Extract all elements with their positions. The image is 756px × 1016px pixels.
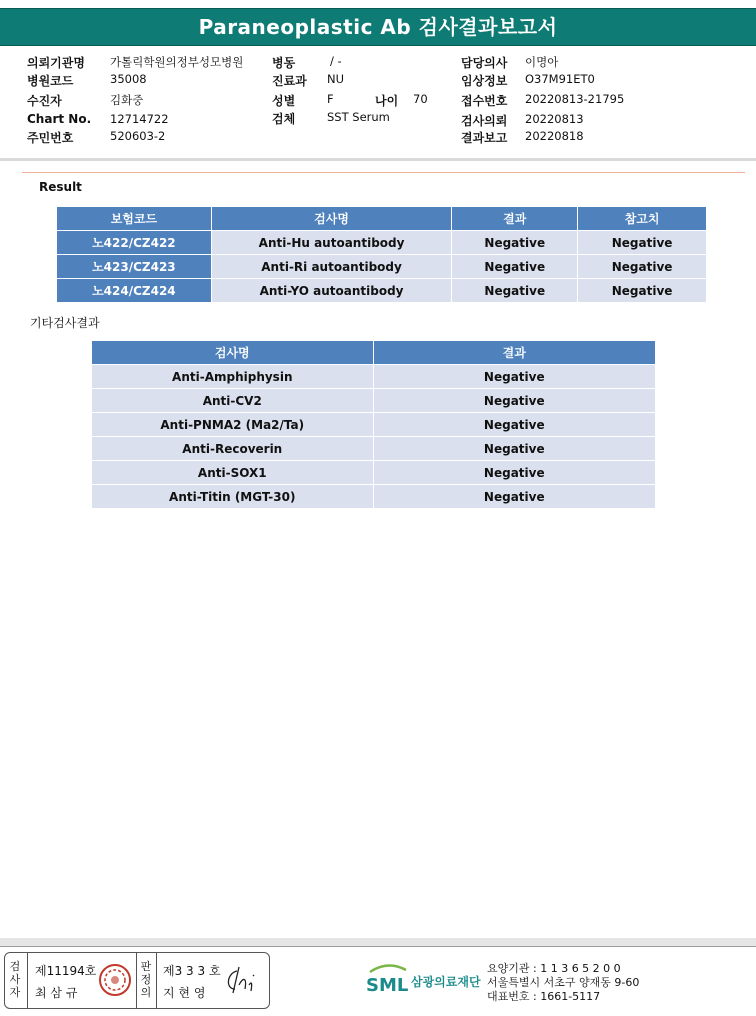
divider — [22, 172, 745, 173]
col-header-ref: 참고치 — [578, 207, 707, 231]
ssn-label: 주민번호 — [27, 131, 74, 145]
test-name: Anti-Titin (MGT-30) — [92, 485, 374, 509]
result-heading: Result — [39, 180, 82, 194]
institution-code: 요양기관 : 1 1 3 6 5 2 0 0 — [487, 962, 621, 975]
insurance-code: 노422/CZ422 — [57, 231, 212, 255]
table-row — [92, 485, 656, 509]
col-header-name: 검사명 — [92, 341, 374, 365]
table-row — [57, 255, 707, 279]
other-table — [91, 340, 656, 509]
report-date-value: 20220818 — [525, 129, 584, 143]
other-header-row — [92, 341, 656, 365]
signature-box — [4, 952, 270, 1009]
col-header-name: 검사명 — [211, 207, 452, 231]
table-row — [92, 365, 656, 389]
table-row — [92, 413, 656, 437]
result-table — [56, 206, 707, 303]
verifier-number: 제3 3 3 호 — [163, 964, 221, 978]
divider — [0, 158, 756, 161]
sex-label: 성별 — [272, 94, 296, 108]
verifier-label: 판정의 — [140, 960, 152, 999]
receipt-label: 접수번호 — [461, 94, 508, 108]
report-title: Paraneoplastic Ab 검사결과보고서 — [198, 15, 558, 39]
signature-icon — [223, 963, 263, 997]
chart-label: Chart No. — [27, 112, 92, 126]
test-name: Anti-SOX1 — [92, 461, 374, 485]
examiner-label: 검사자 — [9, 960, 21, 999]
divider — [156, 953, 157, 1008]
footer-band — [0, 938, 756, 946]
divider — [0, 946, 756, 947]
test-name: Anti-CV2 — [92, 389, 374, 413]
doctor-value: 이명아 — [525, 55, 559, 69]
sex-value: F — [327, 92, 334, 106]
report-date-label: 결과보고 — [461, 131, 508, 145]
ward-value: / - — [330, 54, 342, 68]
test-name: Anti-Recoverin — [92, 437, 374, 461]
age-label: 나이 — [375, 94, 399, 108]
test-ref: Negative — [578, 255, 707, 279]
test-result: Negative — [373, 389, 655, 413]
table-row — [92, 437, 656, 461]
dept-label: 진료과 — [272, 74, 307, 88]
verifier-name: 지 현 영 — [163, 986, 206, 1000]
receipt-value: 20220813-21795 — [525, 92, 625, 106]
divider — [136, 953, 137, 1008]
seal-icon — [98, 963, 132, 997]
test-result: Negative — [373, 413, 655, 437]
test-name: Anti-PNMA2 (Ma2/Ta) — [92, 413, 374, 437]
divider — [27, 953, 28, 1008]
org-address: 서울특별시 서초구 양재동 9-60 — [487, 976, 640, 989]
request-value: 20220813 — [525, 112, 584, 126]
institution-label: 의뢰기관명 — [27, 56, 85, 70]
title-bar — [0, 8, 756, 46]
table-row — [92, 389, 656, 413]
test-name: Anti-Amphiphysin — [92, 365, 374, 389]
test-ref: Negative — [578, 231, 707, 255]
table-row — [57, 231, 707, 255]
org-phone: 대표번호 : 1661-5117 — [487, 990, 601, 1003]
ward-label: 병동 — [272, 56, 296, 70]
doctor-label: 담당의사 — [461, 56, 508, 70]
specimen-value: SST Serum — [327, 110, 390, 124]
clinical-value: O37M91ET0 — [525, 72, 595, 86]
chart-value: 12714722 — [110, 112, 169, 126]
col-header-result: 결과 — [373, 341, 655, 365]
test-result: Negative — [452, 231, 578, 255]
test-result: Negative — [373, 461, 655, 485]
test-ref: Negative — [578, 279, 707, 303]
specimen-label: 검체 — [272, 112, 296, 126]
insurance-code: 노423/CZ423 — [57, 255, 212, 279]
table-row — [57, 279, 707, 303]
table-row — [92, 461, 656, 485]
result-header-row — [57, 207, 707, 231]
col-header-result: 결과 — [452, 207, 578, 231]
clinical-label: 임상정보 — [461, 74, 508, 88]
test-name: Anti-YO autoantibody — [211, 279, 452, 303]
patient-label: 수진자 — [27, 94, 62, 108]
org-name: 삼광의료재단 — [411, 975, 481, 989]
other-heading: 기타검사결과 — [30, 316, 100, 330]
col-header-code: 보험코드 — [57, 207, 212, 231]
insurance-code: 노424/CZ424 — [57, 279, 212, 303]
test-name: Anti-Hu autoantibody — [211, 231, 452, 255]
hospital-code-label: 병원코드 — [27, 74, 74, 88]
test-name: Anti-Ri autoantibody — [211, 255, 452, 279]
age-value: 70 — [413, 92, 428, 106]
hospital-code-value: 35008 — [110, 72, 147, 86]
ssn-value: 520603-2 — [110, 129, 166, 143]
patient-value: 김화중 — [110, 93, 144, 107]
test-result: Negative — [373, 365, 655, 389]
org-logo-icon — [366, 958, 410, 998]
dept-value: NU — [327, 72, 345, 86]
org-logo-text: SML — [366, 975, 409, 996]
institution-value: 가톨릭학원의정부성모병원 — [110, 55, 244, 69]
test-result: Negative — [373, 437, 655, 461]
examiner-name: 최 삼 규 — [35, 986, 78, 1000]
test-result: Negative — [373, 485, 655, 509]
test-result: Negative — [452, 279, 578, 303]
request-label: 검사의뢰 — [461, 114, 508, 128]
examiner-number: 제11194호 — [35, 964, 97, 978]
test-result: Negative — [452, 255, 578, 279]
